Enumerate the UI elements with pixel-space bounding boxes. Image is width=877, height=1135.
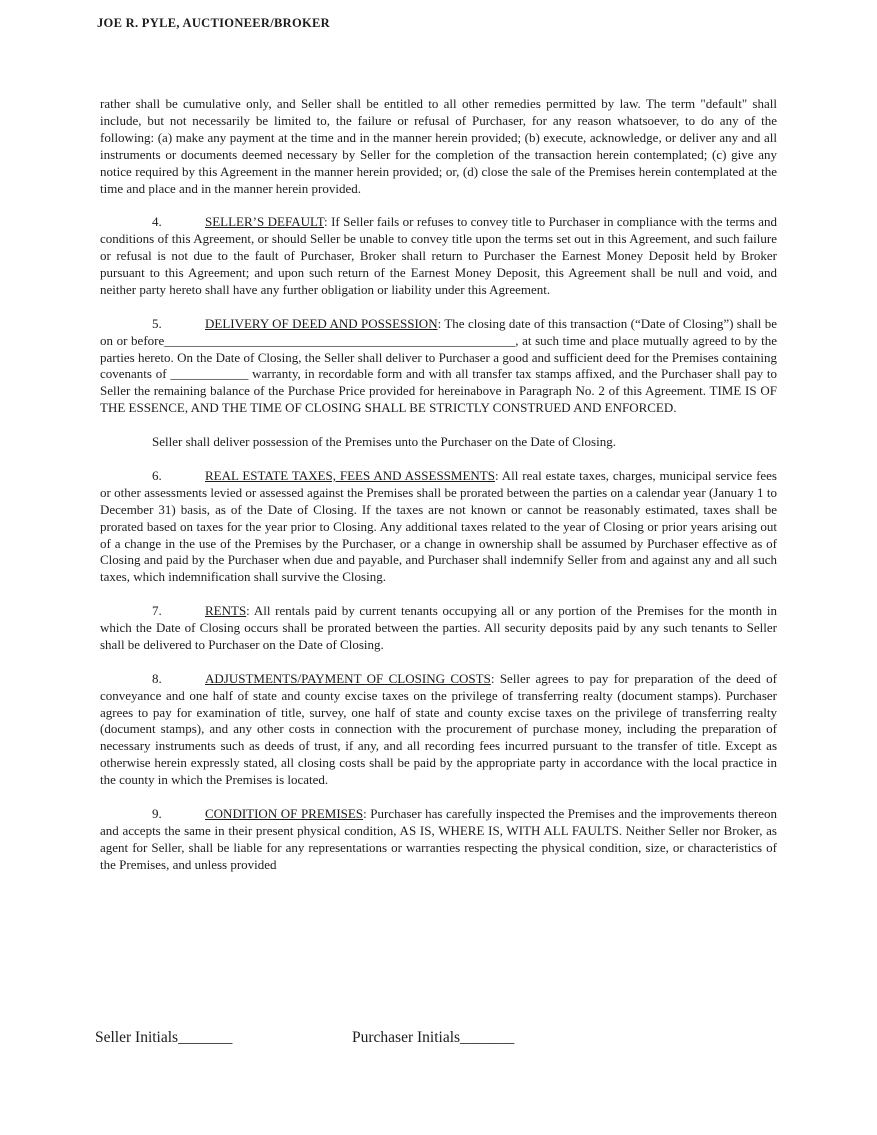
paragraph-possession bbox=[100, 434, 777, 451]
heading-separator: : bbox=[246, 603, 250, 619]
heading-separator: : bbox=[490, 670, 495, 686]
paragraph-body: Purchaser has carefully inspected the Premises and the improvements thereon and accepts the same in their present physical condition, AS IS, WHERE IS, WITH ALL FAULTS. Neither Seller nor Broker, as agent for Seller, shall be liable for any representations or warranties respecting the physical condition, size, or characteristics of the Premises, and unless provided bbox=[100, 805, 777, 872]
paragraph-7-rents bbox=[100, 603, 777, 654]
seller-initials-blank: _______ bbox=[178, 1029, 233, 1046]
seller-initials-line bbox=[95, 1029, 232, 1047]
seller-initials-label: Seller Initials bbox=[95, 1029, 179, 1046]
heading-separator: : bbox=[324, 214, 328, 230]
paragraph-body: All rentals paid by current tenants occupying all or any portion of the Premises for the month in which the Date of Closing occurs shall be prorated between the parties. All security deposits paid by any such tenants to Seller shall be delivered to Purchaser on the Date of Closing. bbox=[100, 603, 777, 652]
purchaser-initials-blank: _______ bbox=[460, 1029, 515, 1046]
paragraph-heading: DELIVERY OF DEED AND POSSESSION bbox=[205, 315, 438, 331]
paragraph-body: If Seller fails or refuses to convey title to Purchaser in compliance with the terms and conditions of this Agreement, or should Seller be unable to convey title upon the terms set out in this Agreement, and such failure or refusal is not due to the fault of Purchaser, Broker shall return to Purchaser the Earnest Money Deposit held by Broker pursuant to this Agreement; and upon such return of the Earnest Money Deposit, this Agreement shall be null and void, and neither party hereto shall have any further obligation or liability under this Agreement. bbox=[100, 214, 778, 297]
paragraph-body: Seller agrees to pay for preparation of the deed of conveyance and one half of state and county excise taxes on the privilege of transferring realty (document stamps). Purchaser agrees to pay for examination of title, survey, one half of state and county excise taxes on the privilege of transferring realty (document stamps), and any other costs in connection with the procurement of purchase money, including the preparation of necessary instruments such as deeds of trust, if any, and all recording fees incurred pursuant to the transfer of title. Except as otherwise herein expressly stated, all closing costs shall be paid by the appropriate party in accordance with the local practice in the county in which the Premises is located. bbox=[100, 670, 777, 788]
paragraph-4-sellers-default bbox=[100, 214, 777, 299]
paragraph-body: rather shall be cumulative only, and Seller shall be entitled to all other remedies permitted by law. The term "default" shall include, but not necessarily be limited to, the failure or refusal of Purchaser, for any reason whatsoever, to do any of the following: (a) make any payment at the time and in the manner herein provided; (b) execute, acknowledge, or deliver any and all instruments or documents deemed necessary by Seller for the completion of the transaction herein contemplated; (c) give any notice required by this Agreement in the manner herein provided; or, (d) close the sale of the Premises herein contemplated at the time and place and in the manner herein provided. bbox=[100, 96, 777, 196]
paragraph-number: 6. bbox=[152, 467, 162, 483]
paragraph-heading: CONDITION OF PREMISES bbox=[205, 805, 364, 821]
broker-header: JOE R. PYLE, AUCTIONEER/BROKER bbox=[97, 16, 330, 30]
paragraph-8-closing-costs bbox=[100, 671, 777, 789]
paragraph-number: 7. bbox=[152, 603, 162, 619]
paragraph-continuation bbox=[100, 96, 777, 197]
paragraph-9-condition-of-premises bbox=[100, 806, 777, 874]
paragraph-heading: RENTS bbox=[205, 603, 247, 619]
paragraph-body: The closing date of this transaction (“Date of Closing”) shall be on or before______________________________________________________, at such time and place mutually agreed to by the parties hereto. On the Date of Closing, the Seller shall deliver to Purchaser a good and sufficient deed for the Premises containing covenants of ____________ warranty, in recordable form and with all transfer tax stamps affixed, and the Purchaser shall pay to Seller the remaining balance of the Purchase Price provided for hereinabove in Paragraph No. 2 of this Agreement. TIME IS OF THE ESSENCE, AND THE TIME OF CLOSING SHALL BE STRICTLY CONSTRUED AND ENFORCED. bbox=[100, 315, 777, 416]
heading-separator: : bbox=[437, 315, 442, 331]
paragraph-5-delivery-of-deed bbox=[100, 316, 777, 417]
paragraph-heading: SELLER’S DEFAULT bbox=[205, 214, 325, 230]
paragraph-heading: REAL ESTATE TAXES, FEES AND ASSESSMENTS bbox=[205, 467, 495, 483]
heading-separator: : bbox=[494, 467, 499, 483]
paragraph-number: 4. bbox=[152, 214, 162, 230]
purchaser-initials-line bbox=[352, 1029, 514, 1047]
paragraph-number: 9. bbox=[152, 805, 162, 821]
paragraph-body: All real estate taxes, charges, municipal service fees or other assessments levied or assessed against the Premises shall be prorated between the parties on a calendar year (January 1 to December 31) basis, as of the Date of Closing. If the taxes are not known or cannot be reasonably estimated, taxes shall be prorated based on taxes for the year prior to Closing. Any additional taxes related to the year of Closing or prior years arising out of a change in the use of the Premises by the Purchaser, or a change in ownership shall be assumed by Purchaser effective as of Closing and paid by the Purchaser when due and payable, and Purchaser shall indemnify Seller from and against any and all such taxes, which indemnification shall survive the Closing. bbox=[100, 467, 777, 585]
paragraph-6-real-estate-taxes bbox=[100, 468, 777, 586]
purchaser-initials-label: Purchaser Initials bbox=[352, 1029, 461, 1046]
paragraph-number: 5. bbox=[152, 315, 162, 331]
heading-separator: : bbox=[363, 805, 367, 821]
paragraph-number: 8. bbox=[152, 670, 162, 686]
paragraph-heading: ADJUSTMENTS/PAYMENT OF CLOSING COSTS bbox=[205, 670, 491, 686]
paragraph-body: Seller shall deliver possession of the Premises unto the Purchaser on the Date of Closing. bbox=[152, 434, 616, 450]
document-body bbox=[100, 96, 777, 890]
